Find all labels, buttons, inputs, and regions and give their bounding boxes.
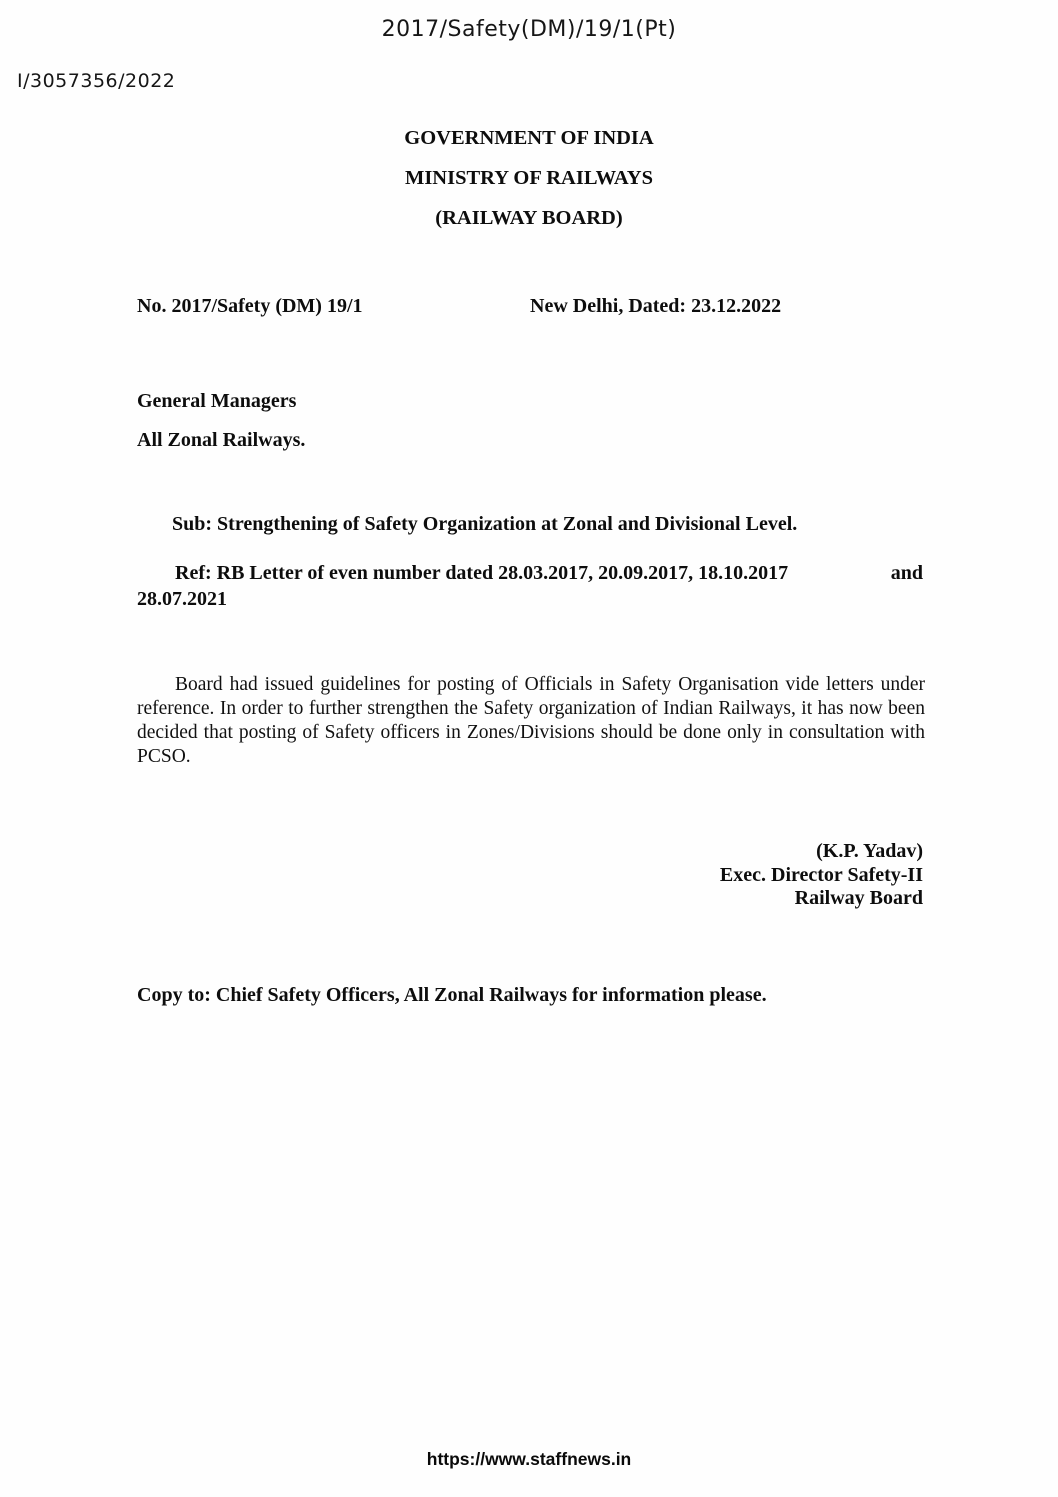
place-and-date: New Delhi, Dated: 23.12.2022	[530, 295, 782, 317]
signatory-name: (K.P. Yadav)	[816, 840, 923, 862]
reference-conjunction: and	[890, 562, 923, 584]
letter-body-paragraph: Board had issued guidelines for posting of Officials in Safety Organisation vide letters under reference. In order to further strengthen the Safety organization of Indian Railways, it has now been decided that posting of Safety officers in Zones/Divisions should be done only in consultation with PCSO.	[137, 674, 925, 767]
addressee-block	[137, 391, 305, 469]
signature-block	[720, 840, 923, 911]
eoffice-file-number: I/3057356/2022	[17, 70, 176, 92]
letterhead	[0, 128, 1058, 248]
letterhead-ministry-line: MINISTRY OF RAILWAYS	[404, 167, 653, 189]
letterhead-board-line: (RAILWAY BOARD)	[435, 207, 623, 229]
signatory-designation: Exec. Director Safety-II	[719, 863, 923, 886]
letterhead-government-line: GOVERNMENT OF INDIA	[404, 127, 654, 149]
reference-line-1	[137, 560, 923, 586]
signatory-organization: Railway Board	[794, 887, 923, 909]
letter-number: No. 2017/Safety (DM) 19/1	[137, 295, 363, 317]
doc-ref-header: 2017/Safety(DM)/19/1(Pt)	[381, 17, 677, 42]
addressee-title: General Managers	[137, 390, 297, 412]
footer-source-link: https://www.staffnews.in	[426, 1449, 632, 1469]
copy-to-line: Copy to: Chief Safety Officers, All Zonal Railways for information please.	[137, 984, 767, 1006]
reference-line-2: 28.07.2021	[137, 588, 227, 610]
reference-dates-text: Ref: RB Letter of even number dated 28.03.2017, 20.09.2017, 18.10.2017	[175, 562, 789, 584]
subject-line: Sub: Strengthening of Safety Organization at Zonal and Divisional Level.	[172, 513, 798, 535]
letter-number-date-row	[137, 295, 923, 318]
reference-letters-block	[137, 560, 923, 612]
addressee-organization: All Zonal Railways.	[137, 429, 306, 451]
